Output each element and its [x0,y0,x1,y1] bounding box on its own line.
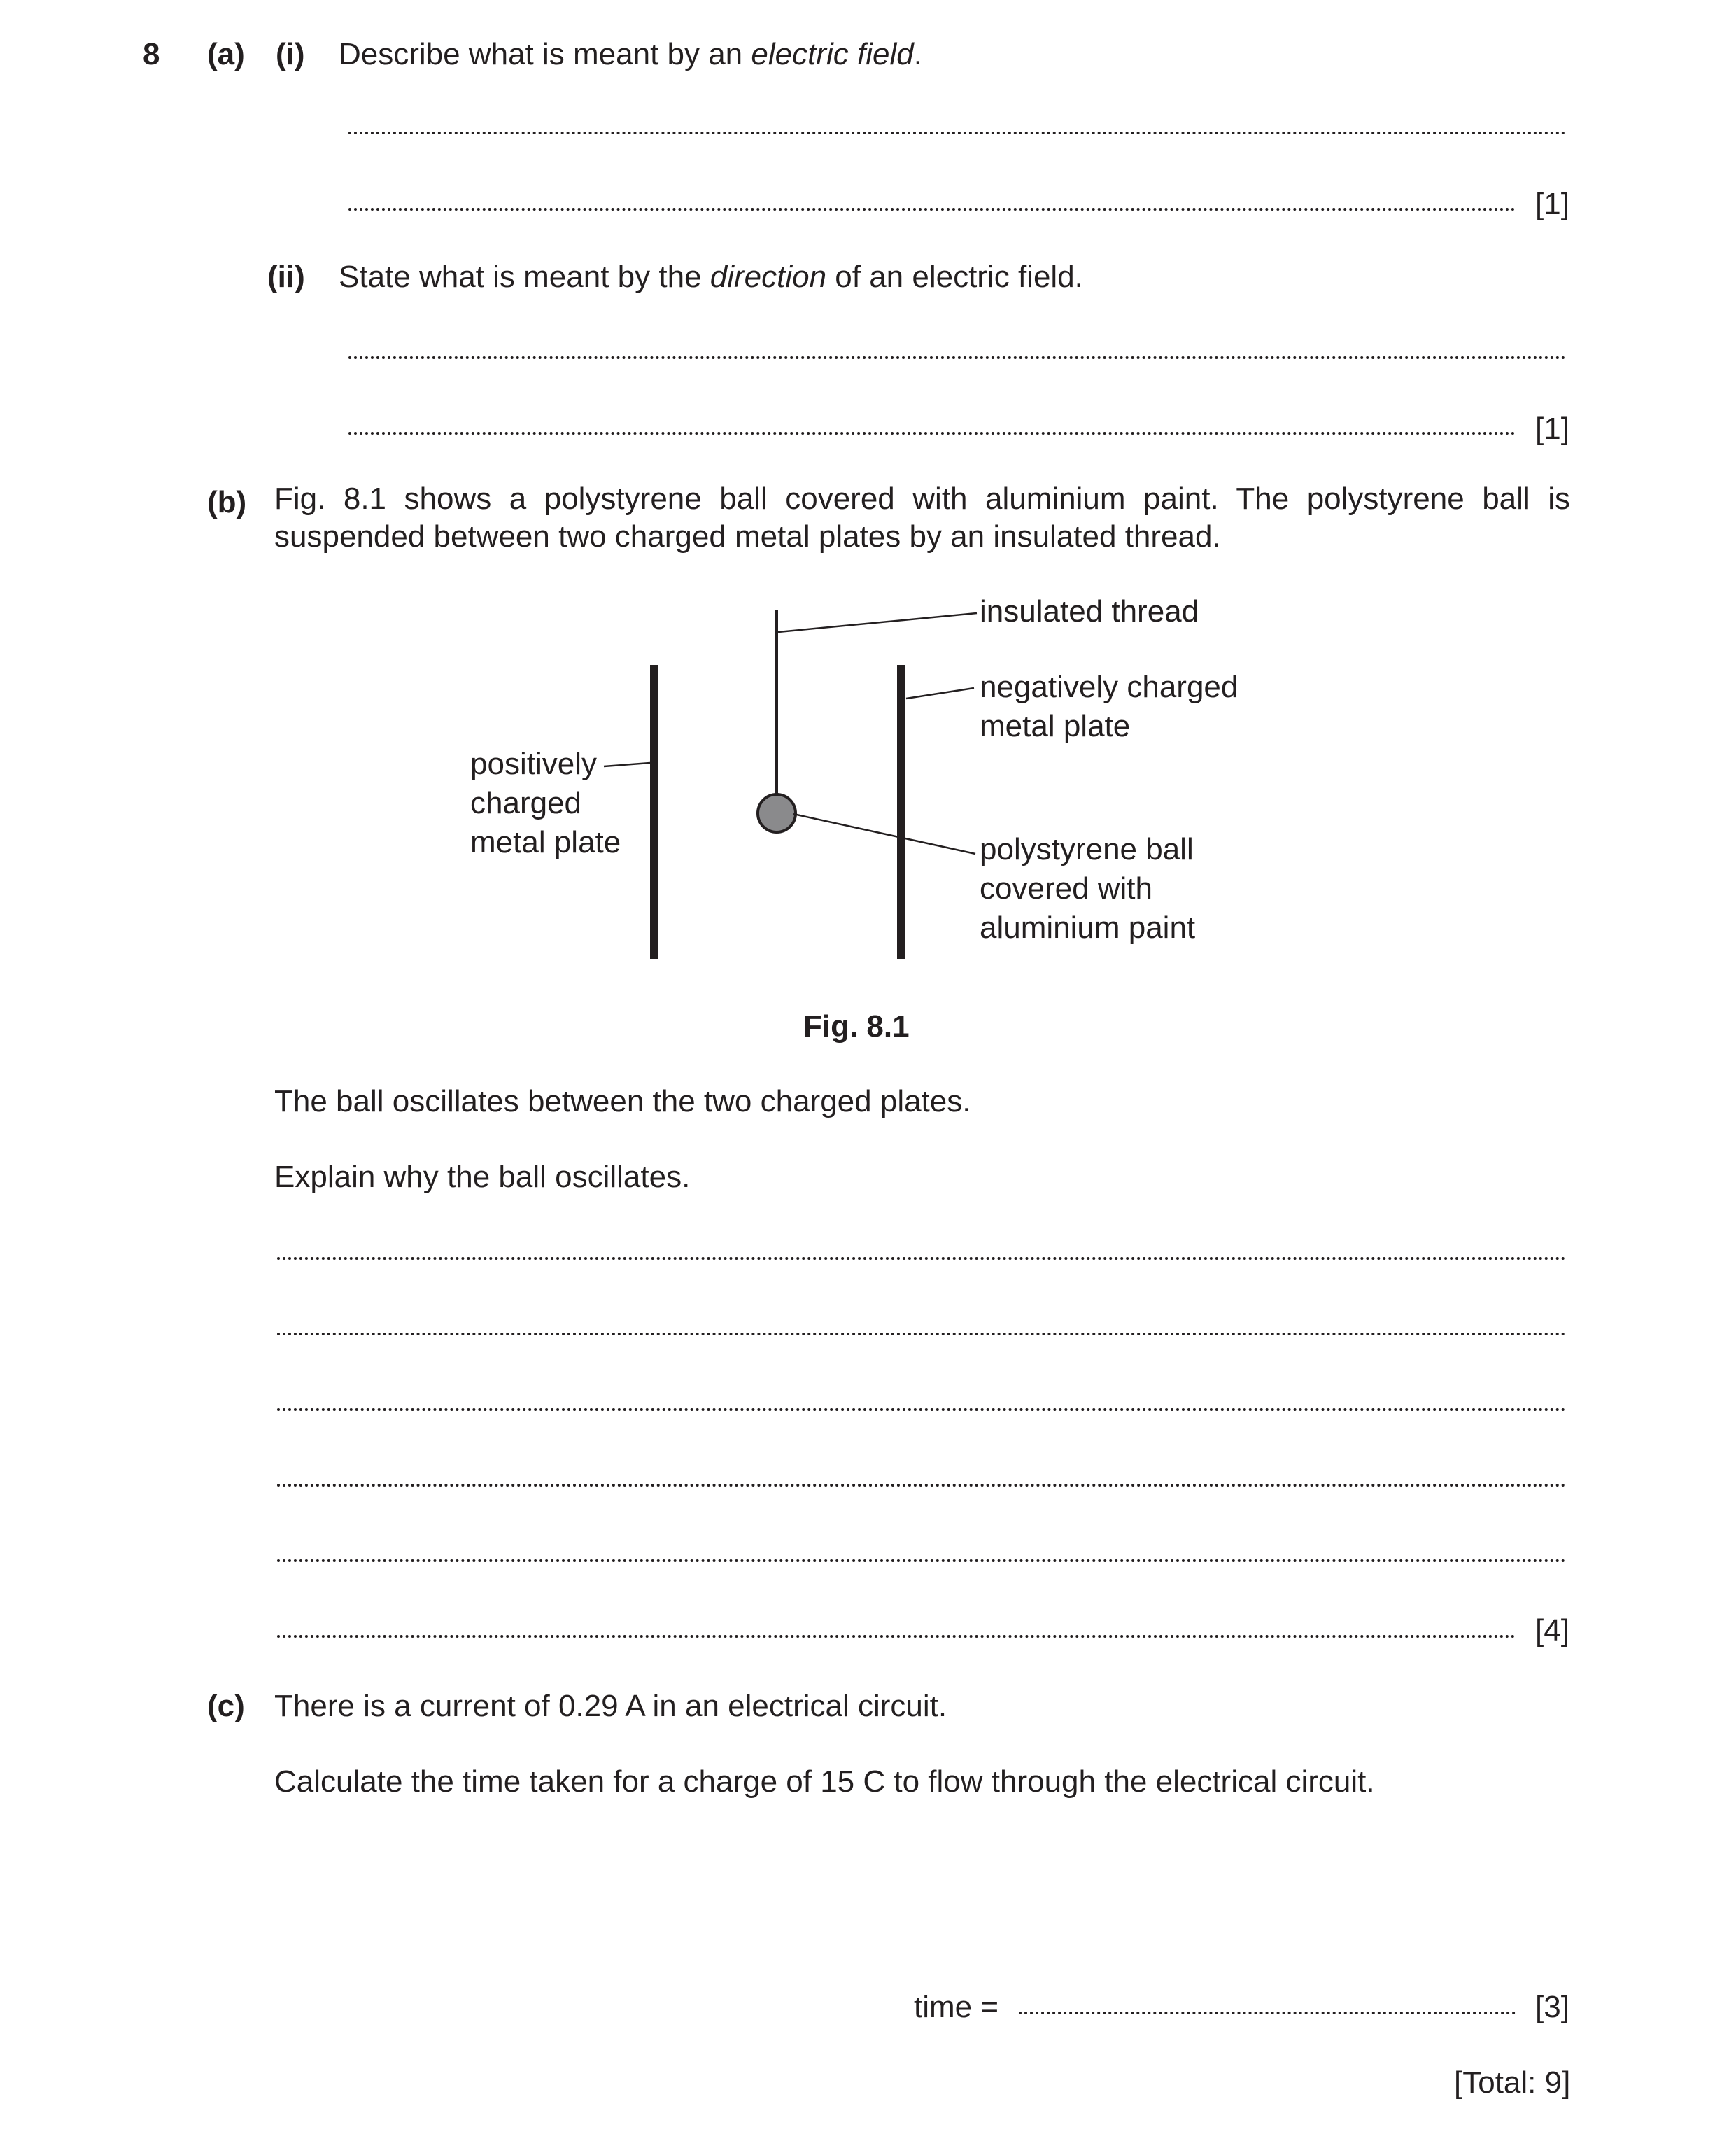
part-c-label: (c) [207,1689,245,1723]
part-a-i-prompt-emphasis: electric field [751,37,914,71]
marks-a-ii: [1] [1535,412,1569,446]
part-b-prompt: Explain why the ball oscillates. [274,1160,691,1194]
part-a-ii-label: (ii) [267,260,305,294]
total-marks: [Total: 9] [1454,2065,1571,2100]
label-negative-plate-line-2: metal plate [980,709,1131,743]
figure-caption: Fig. 8.1 [803,1009,910,1044]
part-b-intro: Fig. 8.1 shows a polystyrene ball covered with aluminium paint. The polystyrene ball is suspended between two charged metal plates by an insulated thread. [274,482,1570,554]
positive-plate [650,665,658,959]
part-b-statement: The ball oscillates between the two charged plates. [274,1084,971,1118]
thread-leader-line [778,613,977,632]
part-c-statement: There is a current of 0.29 A in an electrical circuit. [274,1689,947,1723]
label-ball-line-3: aluminium paint [980,911,1196,945]
part-b-label: (b) [207,485,247,519]
part-a-ii-prompt-end: of an electric field. [826,260,1083,294]
label-insulated-thread: insulated thread [980,594,1199,629]
label-polystyrene-ball [980,830,1195,948]
label-positive-plate [470,745,621,862]
negative-plate-leader-line [906,688,974,699]
answer-line[interactable] [277,1484,1566,1487]
marks-c: [3] [1535,1990,1569,2024]
ball-leader-line [793,814,975,854]
label-positive-plate-line-3: metal plate [470,825,621,859]
question-number: 8 [143,37,160,71]
label-positive-plate-line-1: positively [470,747,597,781]
part-a-i-prompt-text: Describe what is meant by an [339,37,751,71]
answer-line[interactable] [277,1333,1566,1335]
part-a-label: (a) [207,37,245,71]
label-negative-plate-line-1: negatively charged [980,670,1239,704]
polystyrene-ball [758,794,796,832]
label-ball-line-2: covered with [980,871,1153,906]
label-ball-line-1: polystyrene ball [980,832,1194,866]
negative-plate [897,665,905,959]
marks-a-i: [1] [1535,187,1569,221]
label-negative-plate [980,668,1238,746]
answer-line[interactable] [277,1257,1566,1260]
part-a-ii-prompt-text: State what is meant by the [339,260,710,294]
part-a-i-label: (i) [276,37,305,71]
part-c-prompt: Calculate the time taken for a charge of 15 C to flow through the electrical circuit. [274,1764,1375,1799]
label-positive-plate-line-2: charged [470,786,582,820]
time-answer-label: time = [914,1990,999,2024]
time-answer-line[interactable] [1019,2012,1516,2014]
answer-line[interactable] [277,1408,1566,1411]
part-a-i-prompt-end: . [913,37,922,71]
part-a-ii-prompt-emphasis: direction [710,260,827,294]
marks-b: [4] [1535,1613,1569,1648]
answer-line[interactable] [277,1559,1566,1562]
answer-line[interactable] [277,1635,1516,1638]
